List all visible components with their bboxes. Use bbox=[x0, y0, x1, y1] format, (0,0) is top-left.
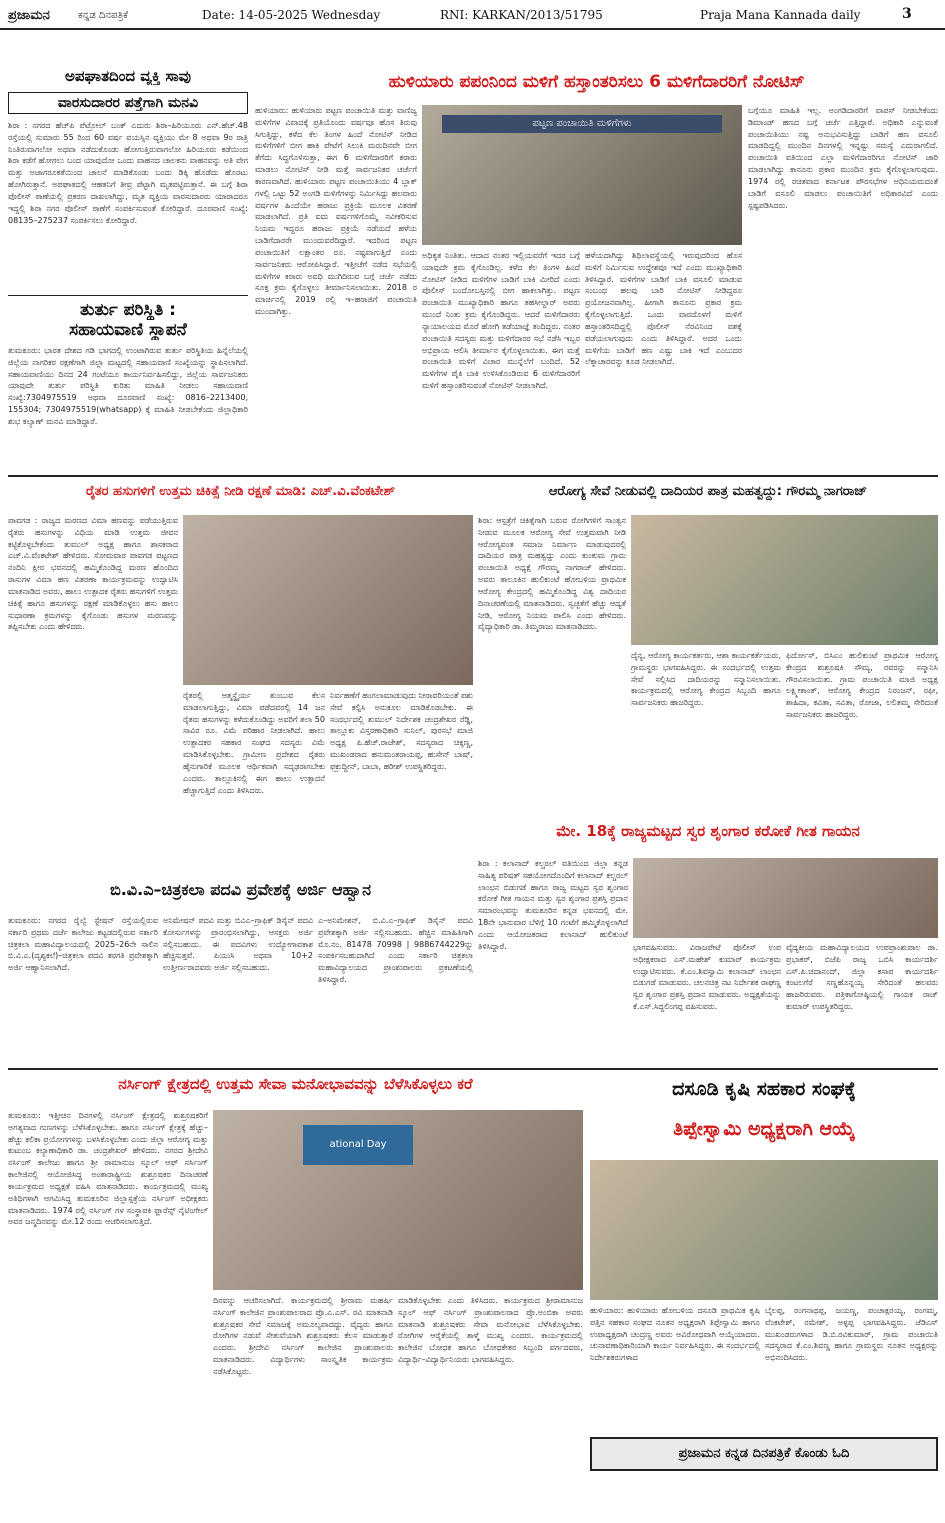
accident-body: ಶಿರಾ : ನಗರದ ಹೆಚ್‌ಪಿ ಪೆಟ್ರೋಲ್ ಬಂಕ್ ಎದುರು ಶಿರಾ–ಹಿರಿಯೂರು ಎನ್.ಹೆಚ್.48 ರಸ್ತೆಯಲ್ಲಿ ಸುಮಾರು 55 ರಿಂದ 60 ವರ್ಷ ವಯಸ್ಸಿನ ವ್ಯಕ್ತಿಯು ಮೇ 8 ಅಥವಾ 9ರ ರಾತ್ರಿ ನಿಂತಿರುವಾಗಲೋ ಅಥವಾ ನಡೆದುಕೊಂಡು ಹೋಗುತ್ತಿರುವಾಗಲೋ ಹಿರಿಯೂರು ಕಡೆಯಿಂದ ಶಿರಾ ಕಡೆಗೆ ಹೋಗಲು ಬಂದ ಯಾವುದೋ ಒಂದು ವಾಹನದ ಚಾಲಕನು ವಾಹನವನ್ನು ಅತಿ ವೇಗ ಮತ್ತು ಅಜಾಗರೂಕತೆಯಿಂದ ಚಾಲನೆ ಮಾಡಿಕೊಂಡು ಬಂದು ಡಿಕ್ಕಿ ಹೊಡೆದು ಹೊರಟು ಹೋಗಿರುತ್ತಾನೆ. ಅಪಘಾತದಲ್ಲಿ ಆಹತನಿಗೆ ತೀವ್ರ ಪೆಟ್ಟಾಗಿ ಮೃತಪಟ್ಟಿರುತ್ತಾನೆ. ಈ ಬಗ್ಗೆ ಶಿರಾ ಪೊಲೀಸ್ ಠಾಣೆಯಲ್ಲಿ ಪ್ರಕರಣ ದಾಖಲಾಗಿದ್ದು, ಮೃತ ವ್ಯಕ್ತಿಯ ವಾರಸುದಾರರು ಯಾರಾದರೂ ಇದ್ದಲ್ಲಿ ಶಿರಾ ನಗರ ಪೊಲೀಸ್ ಠಾಣೆಗೆ ಸಂಪರ್ಕಿಸುವಂತೆ ಕೋರಿದ್ದಾರೆ. ದೂರವಾಣಿ ಸಂಖ್ಯೆ: 08135–275237 ಸಂಪರ್ಕಿಸಲು ಕೋರಿದ್ದಾರೆ. bbox=[8, 121, 248, 225]
page-number: 3 bbox=[902, 6, 912, 22]
health-col1: ಶಿರಾ: ಆಸ್ಪತ್ರೆಗೆ ಚಿಕಿತ್ಸೆಗಾಗಿ ಬರುವ ರೋಗಿಗಳಿಗೆ ಸಾಂತ್ವನ ನೀಡುವ ಮೂಲಕ ಆರೋಗ್ಯ ಸೇವೆ ಉತ್ತಮವಾಗಿ ನೀಡಿ ಆರೋಗ್ಯವಂತ ಸಮಾಜ ನಿರ್ಮಾಣ ಮಾಡುವುದರಲ್ಲಿ ದಾದಿಯರ ಪಾತ್ರ ಮಹತ್ವದ್ದು ಎಂದು ಕುಂಕುಮ ಗ್ರಾಮ ಪಂಚಾಯಿತಿ ಅಧ್ಯಕ್ಷೆ ಗೌರಮ್ಮ ನಾಗರಾಜ್ ಹೇಳಿದರು. ಅವರು ತಾಲೂಕಿನ ಹುಲಿಕುಂಟೆ ಹೋಬಳಿಯ ಪ್ರಾಥಮಿಕ ಆರೋಗ್ಯ ಕೇಂದ್ರದಲ್ಲಿ ಹಮ್ಮಿಕೊಂಡಿದ್ದ ವಿಶ್ವ ದಾದಿಯರ ದಿನಾಚರಣೆಯಲ್ಲಿ ಮಾತನಾಡಿದರು. ಸ್ವಚ್ಛತೆಗೆ ಹೆಚ್ಚು ಆದ್ಯತೆ ನೀಡಿ, ಆರೋಗ್ಯ ನಿಯಮ ಪಾಲಿಸಿ ಎಂದು ಹೇಳಿದರು. ವೈದ್ಯಾಧಿಕಾರಿ ಡಾ. ತಿಮ್ಮರಾಜು ಮಾತನಾಡಿದರು. bbox=[478, 516, 626, 632]
karaoke-press-photo bbox=[633, 858, 938, 938]
nursing-col1: ತುಮಕೂರು: ಇತ್ತೀಚಿನ ದಿನಗಳಲ್ಲಿ ನರ್ಸಿಂಗ್ ಕ್ಷೇತ್ರದಲ್ಲಿ ಶುಶ್ರೂಷಕರಿಗೆ ಅಗತ್ಯವಾದ ಗುಣಗಳನ್ನು ಬೆಳೆಸಿಕೊಳ್ಳಬೇಕು. ಹಾಗೂ ನರ್ಸಿಂಗ್ ಕ್ಷೇತ್ರಕ್ಕೆ ಹೆಚ್ಚು–ಹೆಚ್ಚು ಕಲಿಕಾ ಪ್ರಯೋಗಗಳನ್ನು ಬಳಸಿಕೊಳ್ಳಬೇಕು ಎಂದು ಜಿಲ್ಲಾ ಆರೋಗ್ಯ ಮತ್ತು ಕುಟುಂಬ ಕಲ್ಯಾಣಾಧಿಕಾರಿ ಡಾ. ಚಂದ್ರಶೇಖರ್ ಹೇಳಿದರು. ನಗರದ ಶ್ರೀದೇವಿ ನರ್ಸಿಂಗ್ ಕಾಲೇಜು ಹಾಗೂ ಶ್ರೀ ರಾಮಾನುಜ ಸ್ಕೂಲ್ ಆಫ್ ನರ್ಸಿಂಗ್ ಕಾಲೇಜಿನಲ್ಲಿ ಆಯೋಜಿಸಿದ್ದ ಅಂತಾರಾಷ್ಟ್ರೀಯ ಶುಶ್ರೂಷಕರ ದಿನಾಚರಣೆ ಕಾರ್ಯಕ್ರಮದ ಅಧ್ಯಕ್ಷತೆ ವಹಿಸಿ ಮಾತನಾಡಿದರು. ಕಾರ್ಯಕ್ರಮದಲ್ಲಿ ಮುಖ್ಯ ಅತಿಥಿಗಳಾಗಿ ಆಗಮಿಸಿದ್ದ ತುಮಕೂರಿನ ಜಿಲ್ಲಾಸ್ಪತ್ರೆಯ ನರ್ಸಿಂಗ್ ಅಧೀಕ್ಷಕರು ಮಾತನಾಡಿದರು. 1974 ರಲ್ಲಿ ನರ್ಸಿಂಗ್ ಗಳ ಸಂಸ್ಥಾಪಕಿ ಫ್ಲಾರೆನ್ಸ್ ನೈಟಿಂಗೇಲ್ ಅವರ ಜನ್ಮದಿನವನ್ನು ಮೇ.12 ರಂದು ಆಚರಿಸಲಾಗುತ್ತಿದೆ. bbox=[8, 1111, 208, 1227]
accident-subheadline: ವಾರಸುದಾರರ ಪತ್ತೆಗಾಗಿ ಮನವಿ bbox=[8, 92, 248, 114]
karaoke-col3: ವೈದ್ಯಕೀಯ ಮಹಾವಿದ್ಯಾಲಯದ ಉಪಪ್ರಾಂಶುಪಾಲ ಡಾ. ಪ್ರಭಾಕರ್, ಬಿಜೆಪಿ ರಾಜ್ಯ ಒಬಿಸಿ ಕಾರ್ಯದರ್ಶಿ ಎಸ್.ಪಿ.ಚಿದಾನಂದ್, ಜಿಲ್ಲಾ ಕಸಾಪ ಕಾರ್ಯದರ್ಶಿ ಕಂಟಲಗೆರೆ ಸಣ್ಣಹೊನ್ನಯ್ಯ ಸೇರಿದಂತೆ ಹಲವರು ಹಾಜರಿರುವರು. ಪತ್ರಿಕಾಗೋಷ್ಠಿಯಲ್ಲಿ ಗಾಯಕ ರಾಜ್ ಕುಮಾರ್ ಉಪಸ್ಥಿತರಿದ್ದರು. bbox=[786, 943, 938, 1012]
karaoke-col1: ಶಿರಾ : ಕಲಾನಾದ್ ಕಲ್ಚರಲ್ ವತಿಯಿಂದ ಜಿಲ್ಲಾ ಕನ್ನಡ ಸಾಹಿತ್ಯ ಪರಿಷತ್ ಸಹಯೋಗದೊಂದಿಗೆ ಕಲಾನಾದ್ ಕಲ್ಚರಲ್ ಲಾಂಛನ ಬಿಡುಗಡೆ ಹಾಗೂ ರಾಜ್ಯ ಮಟ್ಟದ ಸ್ವರ ಶೃಂಗಾರ ಕರೋಕೆ ಗೀತ ಗಾಯನ ಮತ್ತು ಸ್ವರ ಶೃಂಗಾರ ಪ್ರಶಸ್ತಿ ಪ್ರದಾನ ಸಮಾರಂಭವನ್ನು ತುಮಕೂರಿನ ಕನ್ನಡ ಭವನದಲ್ಲಿ ಮೇ. 18ನೇ ಭಾನುವಾರ ಬೆಳಿಗ್ಗೆ 10 ಗಂಟೆಗೆ ಹಮ್ಮಿಕೊಳ್ಳಲಾಗಿದೆ ಎಂದು ಆಯೋಜಕರಾದ ಕಲಾನಾದ್ ಹುಲಿಕುಂಟೆ ತಿಳಿಸಿದ್ದಾರೆ. bbox=[478, 859, 628, 951]
karaoke-headline: ಮೇ. 18ಕ್ಕೆ ರಾಜ್ಯಮಟ್ಟದ ಸ್ವರ ಶೃಂಗಾರ ಕರೋಕೆ ಗೀತ ಗಾಯನ bbox=[556, 822, 860, 840]
dasudi-subheadline: ತಿಪ್ಪೇಸ್ವಾಮಿ ಅಧ್ಯಕ್ಷರಾಗಿ ಆಯ್ಕೆ bbox=[673, 1118, 855, 1140]
paper-name: Praja Mana Kannada daily bbox=[700, 8, 861, 22]
huliyaru-col1: ಹುಳಿಯಾರು: ಹುಳಿಯಾರು ಪಟ್ಟಣ ಪಂಚಾಯಿತಿ ಮತ್ತು ವಾಣಿಜ್ಯ ಮಳಿಗೆಗಳ ವಿವಾದಕ್ಕೆ ಪ್ರತಿಯೊಂದು ವರ್ಷವೂ ಹೊಸ ತಿರುವು ಸಿಗುತ್ತಿದ್ದು, ಕಳೆದ ಕೆಲ ತಿಂಗಳ ಹಿಂದೆ ನೋಟಿಸ್ ನೀಡಿದ ಮಳಿಗೆಗಳಿಗೆ ಬೀಗ ಹಾಕಿ ಪೇಟೆಗೆ ಸಿಲುಕಿ ಮರುದಿನವೇ ಬೀಗ ತೆಗೆದು ಸಿದ್ಧಗೊಳಿಸುತ್ತಾ, ಈಗ 6 ಮಳಿಗೆದಾರರಿಗೆ ಕರಾರು ಮಾಡಲು ನೋಟಿಸ್ ನೀಡಿ ಮತ್ತೆ ಸಾರ್ವಜನಿಕರ ಚರ್ಚೆಗೆ ಕಾರಣವಾಗಿದೆ. ಹುಳಿಯಾರು ಪಟ್ಟಣ ಪಂಚಾಯಿತಿಯು 4 ಬ್ಲಾಕ್ ಗಳಲ್ಲಿ ಒಟ್ಟು 52 ಅಂಗಡಿ ಮಳಿಗೆಗಳನ್ನು ನಿರ್ಮಿಸಿದ್ದು ಹಲವಾರು ವರ್ಷಗಳ ಹಿಂದೆಯೇ ಹರಾಜು ಪ್ರಕ್ರಿಯೆ ಮೂಲಕ ವಿತರಣೆ ಮಾಡಲಾಗಿದೆ. ಪ್ರತಿ ಐದು ವರ್ಷಗಳಿಗೊಮ್ಮೆ ನವೀಕರಿಸುವ ನಿಯಮ ಇದ್ದರೂ ಹರಾಜು ಪ್ರಕ್ರಿಯೆ ನಡೆಯದೆ ಹಳೆಯ ಬಾಡಿಗೆದಾರರೇ ಮುಂದುವರೆದಿದ್ದಾರೆ. ಇದರಿಂದ ಪಟ್ಟಣ ಪಂಚಾಯಿತಿಗೆ ಲಕ್ಷಾಂತರ ರೂ. ನಷ್ಟವಾಗುತ್ತಿದೆ ಎಂದು ಸಾರ್ವಜನಿಕರು ಆರೋಪಿಸಿದ್ದಾರೆ. ಇತ್ತೀಚೆಗೆ ನಡೆದ ಸಭೆಯಲ್ಲಿ ಮಳಿಗೆಗಳ ಕರಾರು ಅವಧಿ ಮುಗಿದಿರುವ ಬಗ್ಗೆ ಚರ್ಚೆ ನಡೆದು ಸೂಕ್ತ ಕ್ರಮ ಕೈಗೊಳ್ಳಲು ತೀರ್ಮಾನಿಸಲಾಯಿತು. 2018 ರ ಮಾರ್ಚಿನಲ್ಲಿ 2019 ರಲ್ಲಿ ಇ–ಹರಾಜಿಗೆ ಪಂಚಾಯಿತಿ ಮುಂದಾಗಿತ್ತು. bbox=[255, 106, 417, 317]
vet-col3: ನಿರ್ವಹಣೆಗೆ ಹಂಗಲಾಮಾಡುವುದು ನೀರಾವರಿಯಂತೆ ಪಶು ಸೇವೆ ಕಲ್ಪಿಸಿ ಅನುಕೂಲ ಮಾಡಿಕೊಡಬೇಕು. ಈ ಸಂದರ್ಭದಲ್ಲಿ ತುಮುಲ್ ನಿರ್ದೇಶಕ ಚಂದ್ರಶೇಖರ ರೆಡ್ಡಿ, ತಾಲ್ಲೂಕು ವಿಸ್ತರಣಾಧಿಕಾರಿ ಸುನಿಲ್, ಪುರಸಭೆ ಮಾಜಿ ಅಧ್ಯಕ್ಷ ಪಿ.ಹೆಚ್.ರಾಜೇಶ್, ಸದಸ್ಯರಾದ ಚಿಕ್ಕಣ್ಣ, ಮುಖಂಡರಾದ ಹನುಮಂತರಾಯಪ್ಪ, ಹುಸೇನ್ ಬಾಷ್, ಫಕ್ರುದ್ದೀನ್, ಬಾಬಾ, ಹರೀಶ್ ಉಪಸ್ಥಿತರಿದ್ದರು. bbox=[330, 691, 473, 771]
bva-headline: ಬಿ.ವಿ.ಎ–ಚಿತ್ರಕಲಾ ಪದವಿ ಪ್ರವೇಶಕ್ಕೆ ಅರ್ಜಿ ಆಹ್ವಾನ bbox=[109, 880, 372, 899]
nursing-event-photo bbox=[213, 1110, 583, 1290]
footer-slogan: ಪ್ರಜಾಮನ ಕನ್ನಡ ದಿನಪತ್ರಿಕೆ ಕೊಂಡು ಓದಿ bbox=[590, 1437, 938, 1471]
nursing-day-banner: ational Day bbox=[303, 1125, 413, 1165]
rni-number: RNI: KARKAN/2013/51795 bbox=[440, 8, 603, 22]
health-headline: ಆರೋಗ್ಯ ಸೇವೆ ನೀಡುವಲ್ಲಿ ದಾದಿಯರ ಪಾತ್ರ ಮಹತ್ವದ್ದು: ಗೌರಮ್ಮ ನಾಗರಾಜ್ bbox=[548, 484, 868, 499]
emergency-subheadline: ಸಹಾಯವಾಣಿ ಸ್ಥಾಪನೆ bbox=[69, 320, 187, 340]
dasudi-col2: ಬೈಲಪ್ಪ, ರಂಗನಾಥಪ್ಪ, ಜಯಣ್ಣ, ಪಂಚಾಕ್ಷರಯ್ಯ, ರಂಗಮ್ಮ, ವೆಂಕಟೇಶ್, ರಮೇಶ್, ಅಳ್ಳಪ್ಪ ಭಾಗವಹಿಸಿದ್ದರು. ಜೆಡಿಎಸ್ ಮುಖಂಡರುಗಳಾದ ಡಿ.ಬಿ.ರವಿಕುಮಾರ್, ಗ್ರಾಮ ಪಂಚಾಯಿತಿ ಸದಸ್ಯರಾದ ಕೆ.ಎಂ.ಶಿವಣ್ಣ ಹಾಗೂ ಗ್ರಾಮಸ್ಥರು ನೂತನ ಅಧ್ಯಕ್ಷರನ್ನು ಅಭಿನಂದಿಸಿದರು. bbox=[765, 1306, 938, 1363]
huliyaru-col3: ಹಳೆಯದಾಗಿದ್ದು ಶಿಥಿಲಾವಸ್ಥೆಯಲ್ಲಿ ಇರುವುದರಿಂದ ಹೊಸ ಮಳಿಗೆ ನಿರ್ಮಿಸುವ ಉದ್ದೇಶವೂ ಇದೆ ಎಂದು ಮುಖ್ಯಾಧಿಕಾರಿ ತಿಳಿಸಿದ್ದಾರೆ. ಮಳಿಗೆಗಳ ಬಾಡಿಗೆ ಬಾಕಿ ವಸೂಲಿ ಮಾಡುವ ಸಂಬಂಧ ಹಲವು ಬಾರಿ ನೋಟಿಸ್ ನೀಡಿದ್ದರೂ ಪ್ರಯೋಜನವಾಗಿಲ್ಲ. ಹೀಗಾಗಿ ಕಾನೂನು ಪ್ರಕಾರ ಕ್ರಮ ಕೈಗೊಳ್ಳಲಾಗುತ್ತಿದೆ. ಒಂದು ವಾರದೊಳಗೆ ಮಳಿಗೆ ಹಸ್ತಾಂತರಿಸದಿದ್ದಲ್ಲಿ ಪೊಲೀಸ್ ನೆರವಿನಿಂದ ವಶಕ್ಕೆ ಪಡೆಯಲಾಗುವುದು ಎಂದು ತಿಳಿಸಿದ್ದಾರೆ. ಅದರ ಒಂದು ಮಳಿಗೆಯ ಬಾಡಿಗೆ ಹಣ ಎಷ್ಟು ಬಾಕಿ ಇದೆ ಎಂಬುದರ ಲೆಕ್ಕಾಚಾರವನ್ನು ಕೂಡ ನೀಡಲಾಗಿದೆ. bbox=[585, 251, 742, 367]
masthead-logo: ಪ್ರಜಾಮನ bbox=[8, 8, 50, 23]
accident-headline: ಅಪಘಾತದಿಂದ ವ್ಯಕ್ತಿ ಸಾವು bbox=[65, 67, 191, 85]
photo-sign: ಪಟ್ಟಣ ಪಂಚಾಯಿತಿ ಮಳಿಗೆಗಳು bbox=[442, 115, 722, 133]
divider bbox=[8, 475, 938, 477]
health-group-photo bbox=[631, 515, 938, 645]
bva-col2: ಅನಿಮೇಷನ್ ಪದವಿ ಮತ್ತು ಬಿವಿಎ–ಗ್ರಾಫಿಕ್ ಡಿಸೈನ್ ಪದವಿ ಕೋರ್ಸುಗಳನ್ನು ಪ್ರಾರಂಭಿಸಲಾಗಿದ್ದು, ಆಸಕ್ತರು ಅರ್ಜಿ ಸಲ್ಲಿಸಬಹುದು. ಈ ಪದವಿಗಳು ಉದ್ಯೋಗಾವಕಾಶ ಹೆಚ್ಚಿಸುತ್ತವೆ. ಪಿಯುಸಿ ಅಥವಾ 10+2 ಉತ್ತೀರ್ಣರಾದವರು ಅರ್ಜಿ ಸಲ್ಲಿಸಬಹುದು. bbox=[163, 916, 313, 973]
vet-col2: ರೈತರಲ್ಲಿ ಆತ್ಮಸ್ಥೈರ್ಯ ತುಂಬುವ ಕೆಲಸ ಮಾಡಲಾಗುತ್ತಿದ್ದು, ವಿಮಾ ಪಡೆದವರಲ್ಲಿ 14 ಜನ ರೈತರು ಹಸುಗಳನ್ನು ಕಳೆದುಕೊಂಡಿದ್ದು ಅವರಿಗೆ ತಲಾ 50 ಸಾವಿರ ರೂ. ವಿಮೆ ಪರಿಹಾರ ನೀಡಲಾಗಿದೆ. ಹಾಲು ಉತ್ಪಾದಕರ ಸಹಕಾರ ಸಂಘದ ಸದಸ್ಯರು ವಿಮೆ ಮಾಡಿಸಿಕೊಳ್ಳಬೇಕು. ಗ್ರಾಮೀಣ ಪ್ರದೇಶದ ರೈತರು ಹೈನುಗಾರಿಕೆ ಮೂಲಕ ಆರ್ಥಿಕವಾಗಿ ಸದೃಢರಾಗಬೇಕು ಎಂದರು. ತಾಲ್ಲೂಕಿನಲ್ಲಿ ಈಗ ಹಾಲು ಉತ್ಪಾದನೆ ಹೆಚ್ಚಾಗುತ್ತಿದೆ ಎಂದು ತಿಳಿಸಿದರು. bbox=[183, 691, 325, 795]
vet-col1: ಪಾವಗಡ : ರಾಜ್ಯದ ಮರಣದ ವಿಮಾ ಹಣವನ್ನು ಪಡೆಯುತ್ತಿರುವ ರೈತರು ಹಸುಗಳನ್ನು ವಿಧಿಯ ಮಾಡಿ ಉತ್ತಮ ಜೀವನ ಕಟ್ಟಿಕೊಳ್ಳಬೇಕೆಂದು ತುಮುಲ್ ಅಧ್ಯಕ್ಷ ಹಾಗೂ ಶಾಸಕರಾದ ಎಚ್.ವಿ.ವೆಂಕಟೇಶ್ ಹೇಳಿದರು. ಸೋಮವಾರ ಪಾವಗಡ ಪಟ್ಟಣದ ನಂದಿನಿ ಕ್ಷೀರ ಭವನದಲ್ಲಿ ಹಮ್ಮಿಕೊಂಡಿದ್ದ ಮರಣ ಹೊಂದಿದ ರಾಸುಗಳ ವಿಮಾ ಹಣ ವಿತರಣಾ ಕಾರ್ಯಕ್ರಮವನ್ನು ಉದ್ಘಾಟಿಸಿ ಮಾತನಾಡಿದ ಅವರು, ಹಾಲು ಉತ್ಪಾದಕ ರೈತರು ಹಸುಗಳಿಗೆ ಉತ್ತಮ ಚಿಕಿತ್ಸೆ ಹಾಗೂ ಹಸುಗಳನ್ನು ರಕ್ಷಣೆ ಮಾಡಿಕೊಳ್ಳಲು ಹಸು ಹಾಲು ಸುಧಾರಣಾ ಕ್ರಮಗಳನ್ನು ಕೈಗೊಂಡು ಹಸುಗಳ ಮರಣವನ್ನು ತಪ್ಪಿಸಬೇಕು ಎಂದು ಹೇಳಿದರು. bbox=[8, 516, 178, 632]
issue-date: Date: 14-05-2025 Wednesday bbox=[202, 8, 381, 22]
health-col2: ದೈನ್ಯ, ಆರೋಗ್ಯ ಕಾರ್ಯಕರ್ತರು, ಆಶಾ ಕಾರ್ಯಕರ್ತೆಯರು, ಗ್ರಾಮಸ್ಥರು ಭಾಗವಹಿಸಿದ್ದರು. ಈ ಸಂದರ್ಭದಲ್ಲಿ ಉತ್ತಮ ಸೇವೆ ಸಲ್ಲಿಸಿದ ದಾದಿಯರನ್ನು ಸನ್ಮಾನಿಸಲಾಯಿತು. ಕಾರ್ಯಕ್ರಮದಲ್ಲಿ ಆರೋಗ್ಯ ಕೇಂದ್ರದ ಸಿಬ್ಬಂದಿ ಹಾಗೂ ಸಾರ್ವಜನಿಕರು ಹಾಜರಿದ್ದರು. bbox=[631, 651, 781, 708]
emergency-body: ತುಮಕೂರು: ಭಾರತ ದೇಶದ ಗಡಿ ಭಾಗದಲ್ಲಿ ಉಂಟಾಗಿರುವ ತುರ್ತು ಪರಿಸ್ಥಿತಿಯ ಹಿನ್ನೆಲೆಯಲ್ಲಿ ಜಿಲ್ಲೆಯ ನಾಗರಿಕರ ರಕ್ಷಣೆಗಾಗಿ ಜಿಲ್ಲಾ ಮಟ್ಟದಲ್ಲಿ ಸಹಾಯವಾಣಿ ಸಂಖ್ಯೆಯನ್ನು ಸ್ಥಾಪಿಸಲಾಗಿದೆ. ಸಹಾಯವಾಣಿಯು ದಿನದ 24 ಗಂಟೆಯೂ ಕಾರ್ಯನಿರ್ವಹಿಸಲಿದ್ದು, ಜಿಲ್ಲೆಯ ಸಾರ್ವಜನಿಕರು ಯಾವುದೇ ತುರ್ತು ಪರಿಸ್ಥಿತಿ ಕುರಿತು ಮಾಹಿತಿ ನೀಡಲು ಸಹಾಯವಾಣಿ ಸಂಖ್ಯೆ:7304975519 ಅಥವಾ ದೂರವಾಣಿ ಸಂಖ್ಯೆ: 0816–2213400, 155304; 7304975519(whatsapp) ಕ್ಕೆ ಮಾಹಿತಿ ನೀಡಬೇಕೆಂದು ಜಿಲ್ಲಾಧಿಕಾರಿ ಶುಭ ಕಲ್ಯಾಣ್ ಮನವಿ ಮಾಡಿದ್ದಾರೆ. bbox=[8, 346, 248, 426]
vet-headline: ರೈತರ ಹಸುಗಳಿಗೆ ಉತ್ತಮ ಚಿಕಿತ್ಸೆ ನೀಡಿ ರಕ್ಷಣೆ ಮಾಡಿ: ಎಚ್.ವಿ.ವೆಂಕಟೇಶ್ bbox=[86, 484, 395, 499]
vet-event-photo bbox=[183, 515, 473, 685]
karaoke-col2: ಭಾಗವಹಿಸುವರು. ವಿರಾಜಪೇಟೆ ಪೊಲೀಸ್ ಉಪ ಅಧೀಕ್ಷಕರಾದ ಎಸ್.ಮಹೇಶ್ ಕುಮಾರ್ ಕಾರ್ಯಕ್ರಮ ಉದ್ಘಾಟಿಸುವರು. ಕೆ.ಎಂ.ಶಿವಸ್ವಾಮಿ ಕಲಾನಾದ್ ಲಾಂಛನ ಬಿಡುಗಡೆ ಮಾಡುವರು. ಚಲನಚಿತ್ರ ನಟ ನಿರ್ದೇಶಕ ರಾಘಣ್ಣ ಸ್ವರ ಶೃಂಗಾರ ಪ್ರಶಸ್ತಿ ಪ್ರದಾನ ಮಾಡುವರು. ಅಧ್ಯಕ್ಷತೆಯನ್ನು ಕೆ.ಎಸ್.ಸಿದ್ದಲಿಂಗಪ್ಪ ವಹಿಸುವರು. bbox=[633, 943, 781, 1012]
dasudi-group-photo bbox=[590, 1160, 938, 1300]
huliyaru-col2: ಅಧಿಕೃತ ನಿಂತಿತು. ಆದಾದ ನಂತರ ಇಲ್ಲಿಯವರೆಗೆ ಇದರ ಬಗ್ಗೆ ಯಾವುದೇ ಕ್ರಮ ಕೈಗೊಂಡಿಲ್ಲ. ಕಳೆದ ಕೆಲ ತಿಂಗಳ ಹಿಂದೆ ನೋಟಿಸ್ ನೀಡಿದ ಮಳಿಗೆಗಳ ಬಾಡಿಗೆ ಬಾಕಿ ಮೀರಿದೆ ಎಂದು ಪೊಲೀಸ್ ಬಂದೋಬಸ್ತಿನಲ್ಲಿ ಬೀಗ ಹಾಕಲಾಗಿತ್ತು. ಪಟ್ಟಣ ಪಂಚಾಯಿತಿ ಮುಖ್ಯಾಧಿಕಾರಿ ಹಾಗೂ ತಹಸೀಲ್ದಾರ್ ಅವರು ಮುಂದೆ ನಿಂತು ಕ್ರಮ ಕೈಗೊಂಡಿದ್ದರು. ಆದರೆ ಮಳಿಗೆದಾರರು ನ್ಯಾಯಾಲಯದ ಮೊರೆ ಹೋಗಿ ತಡೆಯಾಜ್ಞೆ ತಂದಿದ್ದರು. ನಂತರ ಪಂಚಾಯಿತಿ ಸದಸ್ಯರು ಮತ್ತು ಮಳಿಗೆದಾರರ ಸಭೆ ನಡೆಸಿ ಇಬ್ಬರ ಅಭಿಪ್ರಾಯ ಆಲಿಸಿ ತೀರ್ಮಾನ ಕೈಗೊಳ್ಳಲಾಯಿತು. ಈಗ ಮತ್ತೆ ಪಂಚಾಯಿತಿ ಮಳಿಗೆ ವಿಚಾರ ಮುನ್ನೆಲೆಗೆ ಬಂದಿದೆ. 52 ಮಳಿಗೆಗಳ ಪೈಕಿ ಬಾಕಿ ಉಳಿಸಿಕೊಂಡಿರುವ 6 ಮಳಿಗೆದಾರರಿಗೆ ಮಳಿಗೆ ಹಸ್ತಾಂತರಿಸುವಂತೆ ನೋಟಿಸ್ ನೀಡಲಾಗಿದೆ. bbox=[422, 251, 580, 391]
nursing-headline: ನರ್ಸಿಂಗ್ ಕ್ಷೇತ್ರದಲ್ಲಿ ಉತ್ತಮ ಸೇವಾ ಮನೋಭಾವವನ್ನು ಬೆಳೆಸಿಕೊಳ್ಳಲು ಕರೆ bbox=[118, 1075, 473, 1093]
emergency-headline: ತುರ್ತು ಪರಿಸ್ಥಿತಿ : bbox=[80, 300, 176, 320]
bva-col1: ತುಮಕೂರು: ನಗರದ ರೈಲ್ವೆ ಸ್ಟೇಷನ್ ರಸ್ತೆಯಲ್ಲಿರುವ ಸರ್ಕಾರಿ ಪ್ರಥಮ ದರ್ಜೆ ಕಾಲೇಜು ಕಟ್ಟಡದಲ್ಲಿರುವ ಸರ್ಕಾರಿ ಚಿತ್ರಕಲಾ ಮಹಾವಿದ್ಯಾಲಯದಲ್ಲಿ 2025–26ನೇ ಸಾಲಿನ ಬಿ.ವಿ.ಎ.(ದೃಶ್ಯಕಲೆ)–ಚಿತ್ರಕಲಾ ಪದವಿ ತರಗತಿ ಪ್ರವೇಶಕ್ಕಾಗಿ ಅರ್ಜಿ ಆಹ್ವಾನಿಸಲಾಗಿದೆ. bbox=[8, 916, 158, 973]
nursing-col2: ದಿನವನ್ನು ಆಚರಿಸಲಾಗಿದೆ. ಕಾರ್ಯಕ್ರಮದಲ್ಲಿ ಶ್ರೀರಾಮ ಮಹರ್ಷಿ ನರ್ಸಿಂಗ್ ಕಾಲೇಜಿನ ಪ್ರಾಂಶುಪಾಲರಾದ ಪ್ರೊ.ಎ.ಎಸ್. ರವಿ ಮಾತನಾಡಿ ಶುಶ್ರೂಷಕರ ಸೇವೆ ಸಮಾಜಕ್ಕೆ ಅಮೂಲ್ಯವಾದದ್ದು. ವೈದ್ಯರು ಹಾಗೂ ರೋಗಿಗಳ ನಡುವೆ ಸೇತುವೆಯಾಗಿ ಶುಶ್ರೂಷಕರು ಕೆಲಸ ಮಾಡುತ್ತಾರೆ ಎಂದರು. ಶ್ರೀದೇವಿ ನರ್ಸಿಂಗ್ ಕಾಲೇಜಿನ ಪ್ರಾಂಶುಪಾಲರು ಮಾತನಾಡಿದರು. ವಿದ್ಯಾರ್ಥಿಗಳು ಸಾಂಸ್ಕೃತಿಕ ಕಾರ್ಯಕ್ರಮ ನಡೆಸಿಕೊಟ್ಟರು. bbox=[213, 1296, 393, 1376]
masthead-tagline: ಕನ್ನಡ ದಿನಪತ್ರಿಕೆ bbox=[78, 10, 129, 21]
nursing-col3: ಮಾಡಿಕೊಳ್ಳಬೇಕು ಎಂದು ತಿಳಿಸಿದರು. ಕಾರ್ಯಕ್ರಮದ ಶ್ರೀರಾಮಾನುಜ ಸ್ಕೂಲ್ ಆಫ್ ನರ್ಸಿಂಗ್ ಪ್ರಾಂಶುಪಾಲರಾದ ಪ್ರೊ.ಅಂಬಿಕಾ ಅವರು ಮಾತನಾಡಿ ಶುಶ್ರೂಷಕರು ಸೇವಾ ಮನೋಭಾವ ಬೆಳೆಸಿಕೊಳ್ಳಬೇಕು. ರೋಗಿಗಳ ಆರೈಕೆಯಲ್ಲಿ ತಾಳ್ಮೆ ಮುಖ್ಯ ಎಂದರು. ಕಾರ್ಯಕ್ರಮದಲ್ಲಿ ಕಾಲೇಜಿನ ಬೋಧಕ ಹಾಗೂ ಬೋಧಕೇತರ ಸಿಬ್ಬಂದಿ ವರ್ಗದವರು, ವಿದ್ಯಾರ್ಥಿ–ವಿದ್ಯಾರ್ಥಿನಿಯರು ಭಾಗವಹಿಸಿದ್ದರು. bbox=[398, 1296, 583, 1365]
dasudi-headline: ದಸೂಡಿ ಕೃಷಿ ಸಹಕಾರ ಸಂಘಕ್ಕೆ bbox=[672, 1078, 856, 1100]
health-col3: ಫಿರ್ದೋಸ್, ಬಿಸಿಎಂ ಹುಲಿಕುಂಟೆ ಪ್ರಾಥಮಿಕ ಆರೋಗ್ಯ ಕೇಂದ್ರದ ಶುಶ್ರೂಷಕಿ ಸೌಮ್ಯ, ರವರನ್ನು ಸನ್ಮಾನಿಸಿ ಗೌರವಿಸಲಾಯಿತು. ಗ್ರಾಮ ಪಂಚಾಯಿತಿ ಮಾಜಿ ಅಧ್ಯಕ್ಷ ಲಕ್ಷ್ಮೀಕಾಂತ್, ಆರೋಗ್ಯ ಕೇಂದ್ರದ ನಿರಂಜನ್, ರಫೀ, ಶಾಹಿದಾ, ಕವಿತಾ, ಸವಿತಾ, ರೋಜಾ, ಲಲಿತಮ್ಮ ಸೇರಿದಂತೆ ಸಾರ್ವಜನಿಕರು ಹಾಜರಿದ್ದರು. bbox=[786, 651, 938, 720]
divider bbox=[8, 295, 248, 296]
huliyaru-headline: ಹುಳಿಯಾರು ಪಪಂನಿಂದ ಮಳಿಗೆ ಹಸ್ತಾಂತರಿಸಲು 6 ಮಳಿಗೆದಾರರಿಗೆ ನೋಟಿಸ್ bbox=[388, 72, 805, 92]
bva-col3: ಎ–ಅನಿಮೇಶನ್, ಬಿ.ವಿ.ಎ–ಗ್ರಾಫಿಕ್ ಡಿಸೈನ್ ಪದವಿ ಪ್ರವೇಶಕ್ಕಾಗಿ ಅರ್ಜಿ ಸಲ್ಲಿಸಬಹುದು. ಹೆಚ್ಚಿನ ಮಾಹಿತಿಗಾಗಿ ಮೊ.ನಂ. 81478 70998 | 9886744229ನ್ನು ಸಂಪರ್ಕಿಸಬಹುದಾಗಿದೆ ಎಂದು ಸರ್ಕಾರಿ ಚಿತ್ರಕಲಾ ಮಹಾವಿದ್ಯಾಲಯದ ಪ್ರಾಂಶುಪಾಲರು ಪ್ರಕಟಣೆಯಲ್ಲಿ ತಿಳಿಸಿದ್ದಾರೆ. bbox=[318, 916, 473, 985]
huliyaru-col4: ಬಗ್ಗೆಯೂ ಮಾಹಿತಿ ಇಲ್ಲ. ಅಂಗಡಿದಾರರಿಗೆ ವಾಪಸ್ ನೀಡಬೇಕೆಂದು ಡಿಮಾಂಡ್ ಹಣದ ಬಗ್ಗೆ ಚರ್ಚೆ ಎತ್ತಿದ್ದಾರೆ. ಅಧಿಕಾರಿ ಎನ್ನುವಂತೆ ಪಂಚಾಯಿತಿಯು ನಷ್ಟ ಅನುಭವಿಸುತ್ತಿದ್ದು ಬಾಡಿಗೆ ಹಣ ವಸೂಲಿ ಮಾಡದಿದ್ದಲ್ಲಿ ಮುಂದಿನ ದಿನಗಳಲ್ಲಿ ಇನ್ನಷ್ಟು ಸಮಸ್ಯೆ ಎದುರಾಗಲಿದೆ. ಪಂಚಾಯಿತಿ ವತಿಯಿಂದ ಎಲ್ಲಾ ಮಳಿಗೆದಾರರಿಗೂ ನೋಟಿಸ್ ಜಾರಿ ಮಾಡಲಾಗಿದ್ದು ಕಾನೂನು ಪ್ರಕಾರ ಮುಂದಿನ ಕ್ರಮ ಕೈಗೊಳ್ಳಲಾಗುವುದು. 1974 ರಲ್ಲಿ ರಚಿತವಾದ ಕರ್ನಾಟಕ ಪೌರಸಭೆಗಳ ಅಧಿನಿಯಮದಂತೆ ಬಾಡಿಗೆ ವಸೂಲಿ ಮಾಡಲು ಪಂಚಾಯಿತಿಗೆ ಅಧಿಕಾರವಿದೆ ಎಂದು ಸ್ಪಷ್ಟಪಡಿಸಿದರು. bbox=[748, 106, 938, 210]
divider bbox=[8, 1068, 938, 1070]
market-stalls-photo bbox=[422, 105, 742, 245]
dasudi-col1: ಹುಳಿಯಾರು: ಹುಳಿಯಾರು ಹೋಬಳಿಯ ದಸೂಡಿ ಪ್ರಾಥಮಿಕ ಕೃಷಿ ಪತ್ತಿನ ಸಹಕಾರ ಸಂಘದ ನೂತನ ಅಧ್ಯಕ್ಷರಾಗಿ ತಿಪ್ಪೇಸ್ವಾಮಿ ಹಾಗೂ ಉಪಾಧ್ಯಕ್ಷರಾಗಿ ಚಂದ್ರಣ್ಣ ಅವರು ಅವಿರೋಧವಾಗಿ ಆಯ್ಕೆಯಾದರು. ಚುನಾವಣಾಧಿಕಾರಿಯಾಗಿ ಕಾರ್ಯ ನಿರ್ವಹಿಸಿದ್ದರು. ಈ ಸಂದರ್ಭದಲ್ಲಿ ನಿರ್ದೇಶಕರುಗಳಾದ bbox=[590, 1306, 760, 1363]
page-header bbox=[0, 0, 945, 30]
